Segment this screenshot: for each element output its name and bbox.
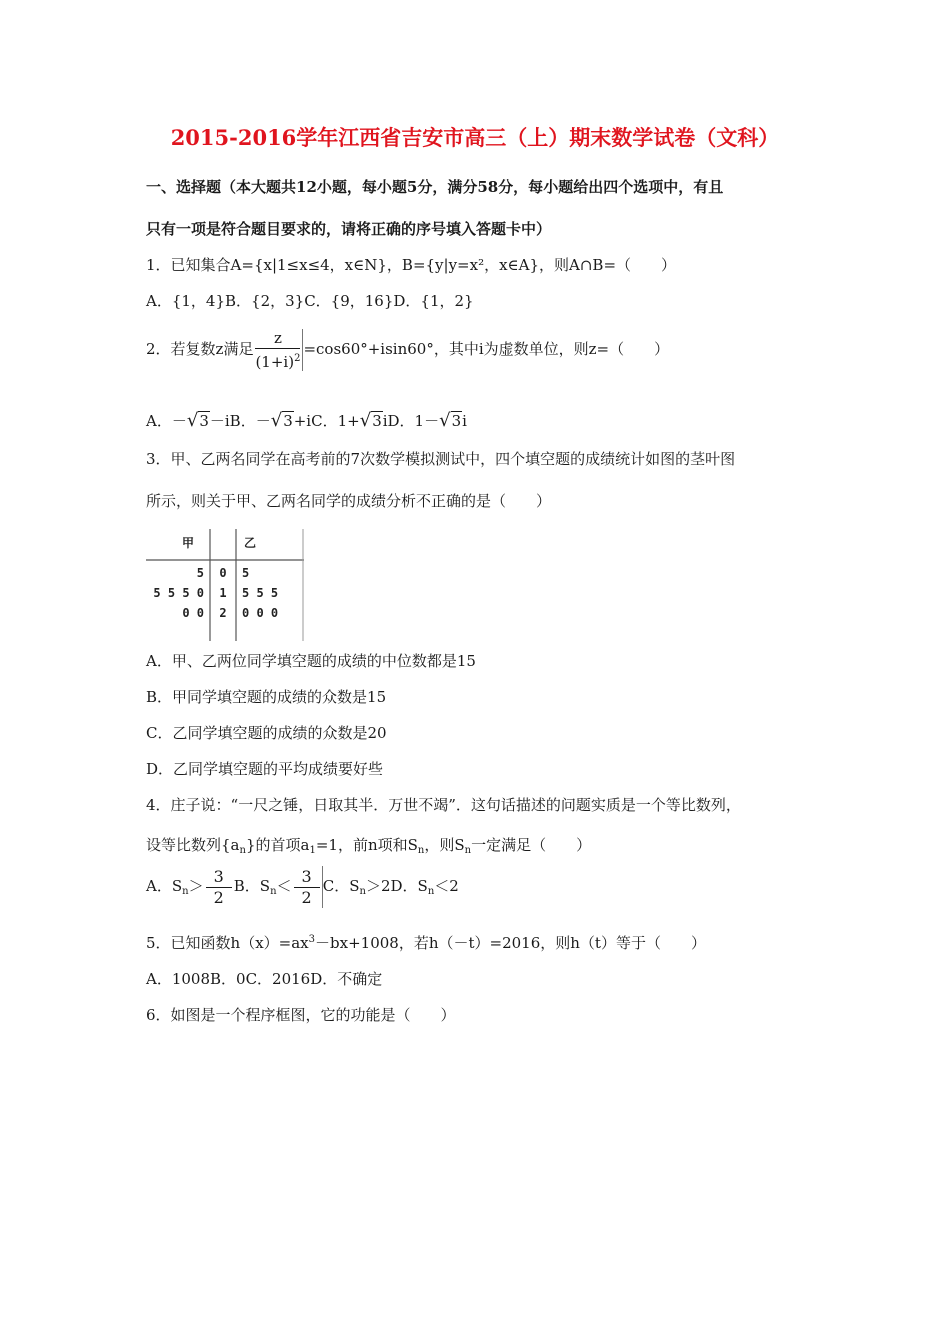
plot-row-1-stem: 0	[219, 566, 227, 580]
question-2-denominator-text: (1+i)	[255, 353, 295, 371]
question-2-options	[146, 410, 467, 431]
sqrt-symbol-d: √3	[439, 410, 462, 431]
q4-option-a-fraction	[206, 867, 232, 908]
question-2-option-c-suffix: iD．1－	[382, 412, 440, 430]
question-2-option-b-suffix: +iC．1+	[293, 412, 360, 430]
q5-stem-prefix: 5．已知函数h（x）=ax	[146, 934, 309, 952]
plot-row-2-right: 5 5 5	[242, 586, 279, 600]
question-2-fraction	[255, 328, 300, 372]
question-4-stem-line-2	[146, 834, 591, 856]
question-1-stem: 1．已知集合A={x|1≤x≤4，x∈N}，B={y|y=x²，x∈A}，则A∩B=（ ）	[146, 256, 677, 274]
plot-row-2-stem: 1	[219, 586, 227, 600]
q4-option-c-sub: n	[359, 886, 366, 897]
q4-option-d-sub: n	[427, 886, 435, 897]
q5-stem-exponent: 3	[308, 934, 316, 945]
q4-option-c-prefix: C．S	[322, 877, 360, 895]
plot-row-3-left: 0 0	[182, 606, 204, 620]
q4-text-e: 一定满足（ ）	[471, 836, 592, 854]
q4-sub-n-3: n	[464, 845, 472, 856]
q4-text-a: 设等比数列{a	[146, 836, 240, 854]
q4-option-b-numerator: 3	[294, 867, 320, 888]
sqrt-symbol-c: √3	[359, 410, 382, 431]
question-3-option-a: A．甲、乙两位同学填空题的成绩的中位数都是15	[146, 652, 476, 670]
q4-option-b-denominator: 2	[301, 887, 312, 907]
q4-sub-n-2: n	[417, 845, 425, 856]
question-2-option-a-prefix: A．－	[146, 412, 187, 430]
q4-option-b-sub: n	[270, 886, 277, 897]
question-2-prefix: 2．若复数z满足	[146, 340, 254, 358]
question-3-stem-line-2: 所示，则关于甲、乙两名同学的成绩分析不正确的是（ ）	[146, 492, 552, 510]
q4-option-b-fraction	[294, 867, 320, 908]
q4-option-a-sub: n	[182, 886, 189, 897]
question-6-stem: 6．如图是一个程序框图，它的功能是（ ）	[146, 1006, 456, 1024]
question-4-stem-line-1: 4．庄子说：“一尺之锤，日取其半．万世不竭”．这句话描述的问题实质是一个等比数列，	[146, 796, 741, 814]
question-3-option-c: C．乙同学填空题的成绩的众数是20	[146, 724, 387, 742]
plot-head-right: 乙	[243, 536, 257, 550]
question-3-option-b: B．甲同学填空题的成绩的众数是15	[146, 688, 387, 706]
plot-head-left: 甲	[181, 536, 195, 550]
q5-stem-suffix: －bx+1008，若h（－t）=2016，则h（t）等于（ ）	[315, 934, 706, 952]
plot-row-3-stem: 2	[219, 606, 227, 620]
q4-text-c: =1，前n项和S	[315, 836, 418, 854]
question-5-options: A．1008B．0C．2016D．不确定	[146, 970, 383, 988]
question-5-stem	[146, 932, 706, 953]
q4-option-c-suffix: ＞2D．S	[365, 877, 428, 895]
q4-option-b-lt: ＜	[276, 877, 292, 895]
question-2-stem	[146, 328, 669, 372]
plot-row-2-left: 5 5 5 0	[153, 586, 204, 600]
question-2-option-d-suffix: i	[462, 412, 467, 430]
stem-leaf-plot	[146, 527, 304, 643]
q4-sub-n-1: n	[239, 845, 246, 856]
question-2-fraction-denominator	[255, 349, 300, 372]
q4-option-d-suffix: ＜2	[434, 877, 459, 895]
question-2-exponent: 2	[294, 353, 301, 364]
q4-sub-1: 1	[309, 845, 316, 856]
sqrt-radicand-c: 3	[372, 412, 382, 430]
page-title: 2015-2016学年江西省吉安市高三（上）期末数学试卷（文科）	[170, 125, 780, 150]
sqrt-symbol-b: √3	[270, 410, 293, 431]
plot-row-3-right: 0 0 0	[242, 606, 279, 620]
question-2-option-a-suffix: －iB．－	[209, 412, 271, 430]
section-heading-line-1: 一、选择题（本大题共12小题，每小题5分，满分58分，每小题给出四个选项中，有且	[146, 178, 724, 196]
q4-option-a-gt: ＞	[188, 877, 204, 895]
q4-option-b-prefix: B．S	[233, 877, 271, 895]
q4-text-b: }的首项a	[245, 836, 310, 854]
question-3-stem-line-1: 3．甲、乙两名同学在高考前的7次数学模拟测试中，四个填空题的成绩统计如图的茎叶图	[146, 450, 736, 468]
question-3-option-d: D．乙同学填空题的平均成绩要好些	[146, 760, 384, 778]
q4-option-a-denominator: 2	[213, 887, 224, 907]
section-heading-line-2: 只有一项是符合题目要求的，请将正确的序号填入答题卡中）	[146, 220, 552, 238]
q4-option-a-prefix: A．S	[146, 877, 183, 895]
question-2-suffix: =cos60°+isin60°，其中i为虚数单位，则z=（ ）	[303, 340, 670, 358]
plot-row-1-left: 5	[196, 566, 204, 580]
question-2-fraction-numerator: z	[255, 328, 300, 349]
sqrt-symbol-a: √3	[186, 410, 209, 431]
plot-row-1-right: 5	[242, 566, 250, 580]
q4-text-d: ，则S	[424, 836, 465, 854]
sqrt-radicand-d: 3	[451, 412, 462, 430]
sqrt-radicand-b: 3	[283, 412, 293, 430]
question-1-options: A．{1，4}B．{2，3}C．{9，16}D．{1，2}	[146, 292, 474, 310]
sqrt-radicand-a: 3	[199, 412, 209, 430]
q4-option-a-numerator: 3	[206, 867, 232, 888]
question-4-options	[146, 866, 459, 908]
